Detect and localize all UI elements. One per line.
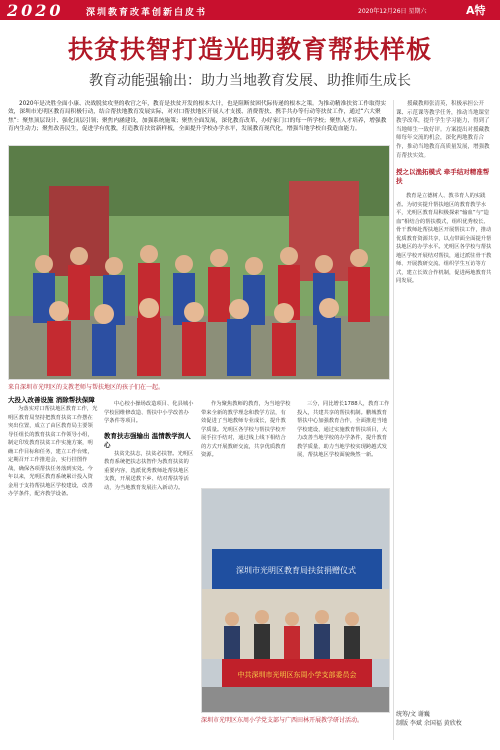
byline-editors: 制版 李斌 余国福 黄欣枚: [396, 720, 462, 727]
column-2-text-continued: 扶贫先扶志，扶贫必扶智。光明区教育系统把扶志扶智作为教育扶贫的重要内容，选派优秀教师赴帮扶地区支教，开展送教下乡、结对帮扶等活动，为当地教育发展注入新动力。: [104, 450, 194, 491]
photo-caption-event: 深圳市光明区东周小学党支部与广西田林开展教学研讨活动。: [201, 717, 364, 724]
sidebar-top-text: 援藏教师张清英，积极承担公开课、示范课等教学任务，推动当地课堂教学改革，提升学生学习能力，得到了当地师生一致好评。方案提出对援藏教师每年交流的机会，深化两地教育合作，推动当地教育高质量发展，增强教育帮扶实效。: [396, 101, 490, 159]
column-divider: [393, 100, 394, 740]
column-4-text: 三分，同比增长1788人，教育工作投入，共建共享的帮扶机制。鹏城教育帮扶中心加强教育合作，全面推进当地学校建设，通过实施教育帮扶项目，大力改善当地学校的办学条件，提升教育教学质量，助力当地学校实现跨越式发展，帮扶地区学校面貌焕然一新。: [297, 401, 390, 458]
column-2-text: 中心校小操场改造项目、化县城小学校园维修改造、帮扶中小学改善办学条件等项目。: [104, 401, 194, 424]
article-column-5: [396, 168, 492, 286]
section-heading-investment: 大投入改善设施 消除帮扶保障: [8, 396, 95, 404]
banner-year: 2020: [7, 1, 64, 20]
banner-sign-lower: 中共深圳市光明区东周小学支部委员会: [237, 671, 357, 679]
article-column-1: [8, 396, 98, 499]
byline-credits: [396, 710, 492, 728]
banner-series-title: 深圳教育改革创新白皮书: [86, 8, 208, 18]
banner-date: 2020年12月26日 星期六: [358, 8, 427, 15]
event-photo-teachers: [201, 488, 390, 713]
article-column-3: [201, 400, 291, 460]
column-3-text: 作为聚焦教师的教育，为当地学校带来全新的教学理念和教学方法，有效促进了当地教师专业成长，提升教学质量。光明区各学校与帮扶学校开展手拉手结对，通过线上线下相结合的方式开展教研交流，共享优质教育资源。: [201, 401, 291, 458]
page-banner: [0, 0, 500, 31]
photo-caption-main: 来自深圳市光明区的支教老师与帮扶地区的孩子们在一起。: [8, 384, 165, 391]
banner-page-number: A特10: [466, 4, 486, 31]
column-1-text: 为落实对口帮扶地区教育工作，光明区教育局坚持把教育扶贫工作摆在突出位置，成立了由区教育局主要领导任组长的教育扶贫工作领导小组，制定印发教育扶贫工作实施方案，明确工作目标和任务，建立工作台账，定期召开工作推进会，实行挂图作战，确保各项帮扶任务落到实处。今年以来，光明区教育系统累计投入资金用于支持帮扶地区学校建设，改善办学条件，配齐教学设备。: [8, 406, 98, 497]
lead-paragraph: 2020年是决胜全面小康、决战脱贫攻坚的收官之年，教育是扶贫开发的根本大计，也是阻断贫困代际传递的根本之策。为推动精准扶贫工作取得实效，深圳市光明区教育局积极行动，结合帮扶地教育发展实际，对对口帮扶地区开展人才支援、消费帮扶、携手共办等行动等扶贫工作，通过“六大聚焦”：聚焦顶层设计、强化顶层引领；聚焦内涵建设，加强系统施策；聚焦全面发展，深化教育改革，办好家门口的每一所学校；聚焦人才培养，增强教育内生动力；聚焦改善民生，促进学有优教，打造教育扶贫新样板，全面提升学校办学水平，发展教育现代化，增强当地学校自我造血能力。: [8, 101, 387, 133]
banner-sign-upper: 深圳市光明区教育局扶贫捐赠仪式: [236, 566, 356, 575]
section-heading-support: 教育扶志强输出 温情教学润人心: [104, 431, 191, 449]
byline-author: 统筹/文 谢巍: [396, 711, 430, 718]
column-5-text: 教育是立德树人、教书育人的实践者。为切实提升帮扶地区的教育教学水平，光明区教育局积极探索“输血”与“造血”相结合的帮扶模式，组织优秀校长、骨干教师赴帮扶地区开展帮扶工作，推动优质教育资源共享，以点带面全面提升帮扶地区的办学水平。光明区各学校与帮扶地区学校开展结对帮扶，通过派驻骨干教师、开展教研交流、组织学生互访等方式，建立长效合作机制，促进两地教育共同发展。: [396, 193, 492, 284]
subheadline: 教育动能强输出：助力当地教育发展、助推师生成长: [89, 73, 411, 89]
article-column-2: [104, 400, 194, 492]
group-photo-students: [8, 145, 390, 380]
section-heading-model: 授之以渔拓模式 牵手结对精准帮扶: [396, 168, 490, 185]
headline: 扶贫扶智打造光明教育帮扶样板: [67, 35, 432, 64]
article-column-4: [297, 400, 390, 460]
